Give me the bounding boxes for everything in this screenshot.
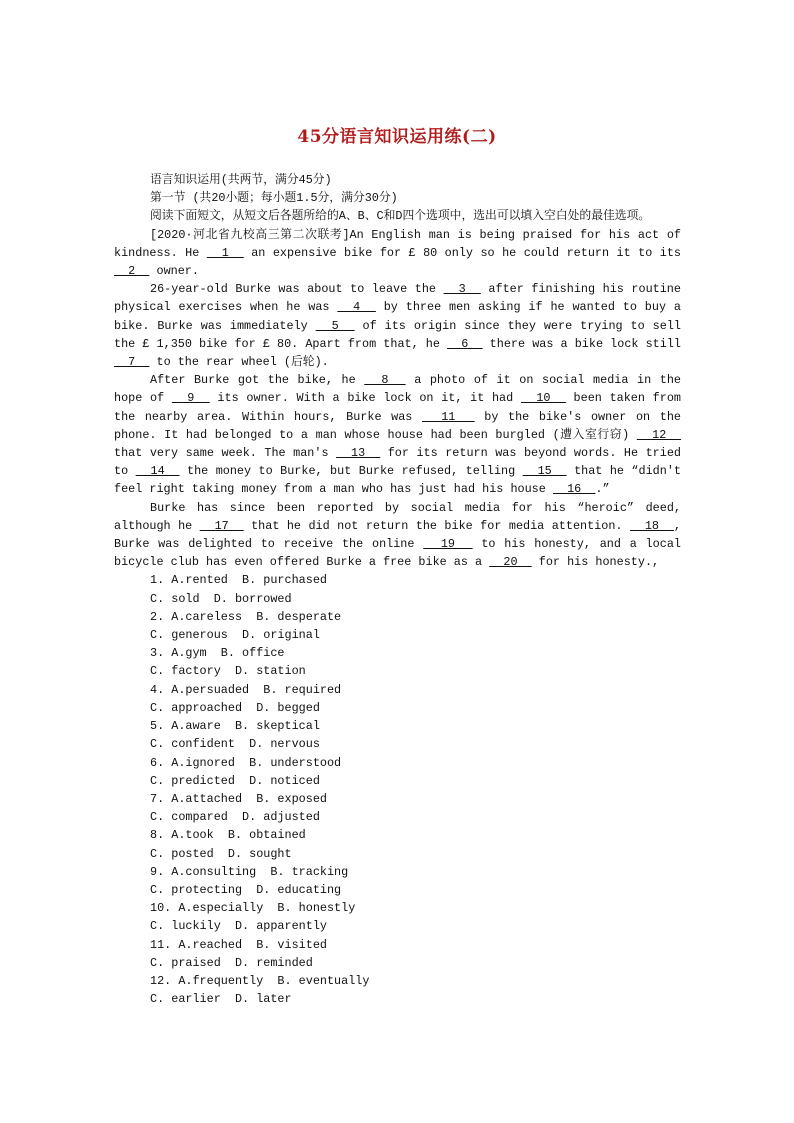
option-line: C. earlier D. later [150,992,292,1007]
passage-text: After Burke got the bike, he [150,373,365,388]
passage-text: that he did not return the bike for media attention. [243,518,630,533]
passage-text: there was a bike lock still [482,336,681,351]
instructions: 阅读下面短文，从短文后各题所给的A、B、C和D四个选项中，选出可以填入空白处的最佳选项。 [150,209,651,224]
passage-text: after finishing his routine physical exercises when he was [114,282,681,315]
answer-blank: 17 [199,518,244,533]
answer-blank: 8 [364,373,406,388]
answer-blank: 13 [336,446,381,461]
option-line: 10. A.especially B. honestly [150,901,356,916]
answer-blank: 18 [629,518,674,533]
passage-text: by three men asking if he wanted to buy a bike. Burke was immediately [114,300,681,333]
answer-blank: 1 [206,245,244,260]
document-body [114,171,681,1008]
passage [114,226,681,572]
passage-text: its owner. With a bike lock on it, it had [209,391,521,406]
option-line: 8. A.took B. obtained [150,828,306,843]
option-line: 9. A.consulting B. tracking [150,864,349,879]
passage-text: to his honesty, and a local bicycle club has even offered Burke a free bike as a [114,537,681,570]
passage-text: , Burke was delighted to receive the online [114,518,681,552]
passage-paragraph [114,226,681,281]
option-line: C. confident D. nervous [150,737,320,752]
section-heading: 语言知识运用(共两节，满分45分) [150,173,332,187]
option-line: C. luckily D. apparently [150,919,327,934]
passage-text: owner. [149,264,199,279]
option-line: C. protecting D. educating [150,882,342,897]
answer-blank: 7 [114,355,150,370]
part-heading: 第一节 (共20小题；每小题1.5分，满分30分) [150,191,398,206]
passage-paragraph [114,280,681,371]
passage-text: for its return was beyond words. He tried to [114,446,681,479]
option-line: 4. A.persuaded B. required [150,682,342,697]
option-line: C. compared D. adjusted [150,810,320,825]
answer-blank: 14 [135,464,180,479]
passage-text: 26-year-old Burke was about to leave the [150,282,444,297]
options-list [114,571,681,1008]
answer-blank: 9 [171,391,210,406]
passage-paragraph [114,371,681,498]
option-line: 12. A.frequently B. eventually [150,973,370,988]
passage-paragraph [114,499,681,572]
answer-blank: 5 [315,318,355,333]
option-line: 1. A.rented B. purchased [150,573,327,588]
passage-text: by the bike's owner on the phone. It had belonged to a man whose house had been burgled (遭入室行窃) [114,409,681,442]
option-line: C. predicted D. noticed [150,773,320,788]
answer-blank: 10 [520,391,566,406]
passage-text: [2020·河北省九校高三第二次联考]An English man is being praised for his act of kindness. He [114,227,681,260]
passage-text: a photo of it on social media in the hope of [114,373,681,406]
option-line: 6. A.ignored B. understood [150,755,342,770]
passage-text: that very same week. The man's [114,446,337,461]
option-line: C. factory D. station [150,664,306,679]
passage-text: for his honesty., [531,555,660,570]
passage-text: to the rear wheel (后轮). [149,355,329,370]
answer-blank: 16 [552,482,596,497]
answer-blank: 4 [337,300,376,315]
answer-blank: 11 [422,409,475,424]
answer-blank: 20 [489,555,532,570]
option-line: C. sold D. borrowed [150,591,292,606]
passage-text: the money to Burke, but Burke refused, telling [179,464,523,479]
answer-blank: 2 [114,264,150,279]
passage-text: an expensive bike for £ 80 only so he could return it to its [243,245,682,260]
passage-text: Burke has since been reported by social media for his “heroic” deed, although he [114,500,681,533]
answer-blank: 12 [636,427,682,442]
passage-text: that he “didn't feel right taking money from a man who has just had his house [114,464,681,497]
option-line: C. approached D. begged [150,700,320,715]
page-title: 45分语言知识运用练(二) [297,127,497,147]
answer-blank: 19 [423,537,473,552]
passage-text: of its origin since they were trying to sell the £ 1,350 bike for £ 80. Apart from that, he [114,318,681,351]
option-line: C. praised D. reminded [150,955,313,970]
option-line: 2. A.careless B. desperate [150,609,342,624]
passage-text: been taken from the nearby area. Within hours, Burke was [114,391,681,424]
option-line: 11. A.reached B. visited [150,937,327,952]
option-line: C. generous D. original [150,628,320,643]
answer-blank: 6 [447,336,483,351]
answer-blank: 3 [443,282,481,297]
option-line: C. posted D. sought [150,846,292,861]
option-line: 5. A.aware B. skeptical [150,719,320,734]
option-line: 3. A.gym B. office [150,646,285,661]
answer-blank: 15 [522,464,567,479]
option-line: 7. A.attached B. exposed [150,791,327,806]
passage-text: .” [595,482,610,497]
